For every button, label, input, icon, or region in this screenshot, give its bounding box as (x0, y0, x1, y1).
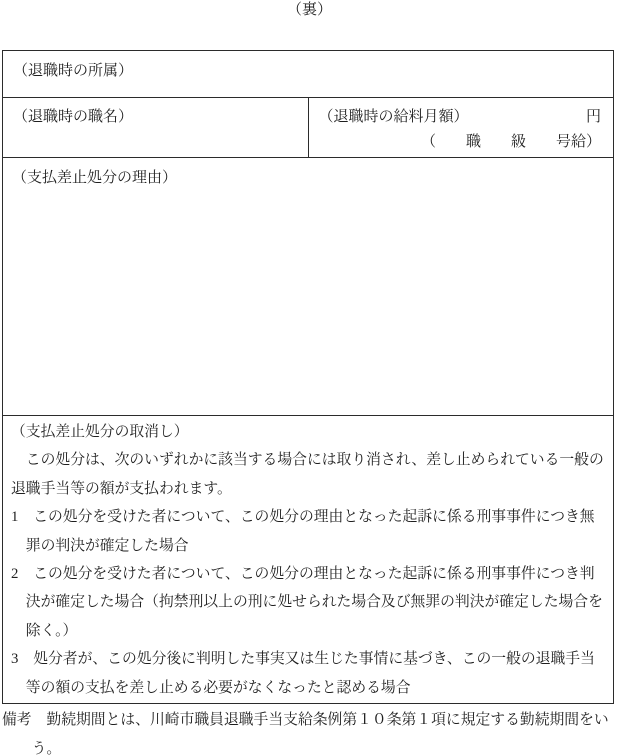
reason-cell (3, 158, 614, 416)
salary-unit-yen: 円 (585, 109, 601, 125)
text-line: 備考 勤続期間とは、川崎市職員退職手当支給条例第１０条第１項に規定する勤続期間をい (2, 712, 609, 728)
cancellation-text-block (11, 418, 607, 702)
payment-suspension-form-table (2, 50, 614, 704)
text-line: 罪の判決が確定した場合 (11, 537, 189, 554)
text-line: この処分は、次のいずれかに該当する場合には取り消され、差し止められている一般の (11, 452, 604, 469)
table-row-affiliation (3, 51, 614, 98)
salary-label: （退職時の給料月額） (318, 109, 469, 125)
salary-line (319, 105, 602, 130)
text-line: 3 処分者が、この処分後に判明した事実又は生じた事情に基づき、この一般の退職手当 (11, 651, 595, 668)
table-row-jobtitle-salary (3, 98, 614, 158)
affiliation-label: （退職時の所属） (13, 63, 134, 79)
text-line: 等の額の支払を差し止める必要がなくなったと認める場合 (11, 679, 411, 696)
salary-grade-line: （ 職 級 号給） (420, 134, 601, 150)
cancellation-cell (3, 416, 614, 704)
job-title-cell (3, 98, 309, 158)
text-line: う。 (2, 741, 62, 756)
text-line: 決が確定した場合（拘禁刑以上の刑に処せられた場合及び無罪の判決が確定した場合を (11, 594, 603, 611)
page-side-label: （裏） (286, 2, 332, 18)
text-line: 1 この処分を受けた者について、この処分の理由となった起訴に係る刑事事件につき無 (11, 509, 595, 526)
job-title-label: （退職時の職名） (13, 109, 134, 125)
reason-label: （支払差止処分の理由） (12, 170, 178, 186)
remarks-note (2, 706, 618, 756)
cancellation-heading: （支払差止処分の取消し） (11, 424, 189, 440)
text-line: 除く。） (11, 622, 78, 639)
table-row-reason (3, 158, 614, 416)
table-row-cancellation (3, 416, 614, 704)
cancellation-lines (11, 446, 607, 702)
salary-cell (308, 98, 614, 158)
affiliation-cell (3, 51, 614, 98)
text-line: 2 この処分を受けた者について、この処分の理由となった起訴に係る刑事事件につき判 (11, 566, 595, 583)
text-line: 退職手当等の額が支払われます。 (11, 480, 232, 497)
